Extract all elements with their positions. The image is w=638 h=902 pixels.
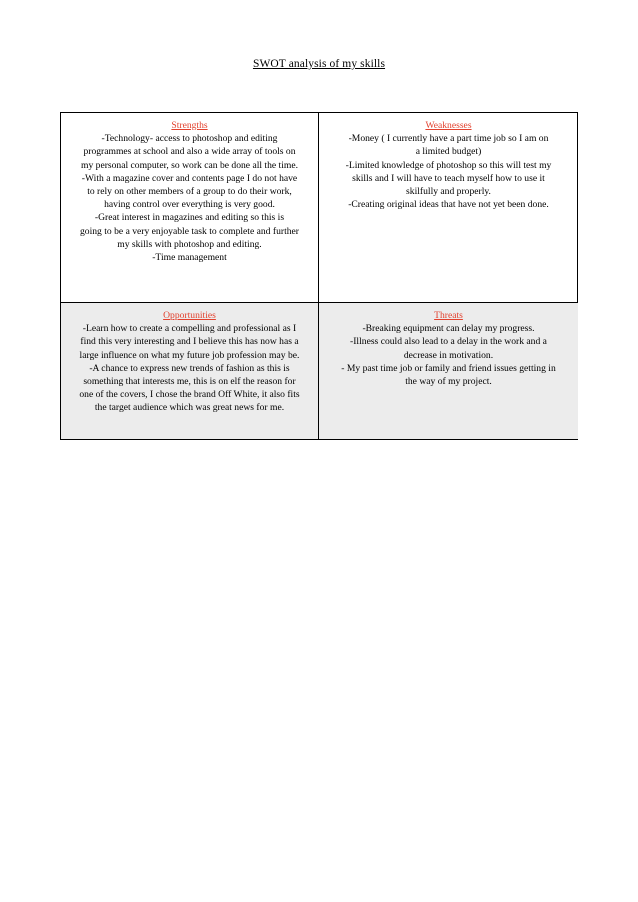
threats-heading: Threats: [434, 310, 463, 321]
threats-cell: [319, 303, 578, 439]
threats-line: the way of my project.: [405, 376, 492, 388]
weaknesses-line: -Limited knowledge of photoshop so this will test my: [345, 159, 552, 171]
strengths-line: -Technology- access to photoshop and editing: [101, 133, 278, 145]
strengths-line: programmes at school and also a wide array of tools on: [83, 146, 296, 158]
strengths-line: -Great interest in magazines and editing so this is: [94, 212, 285, 224]
opportunities-line: one of the covers, I chose the brand Off White, it also fits: [79, 389, 300, 401]
strengths-line: my skills with photoshop and editing.: [117, 238, 262, 250]
weaknesses-cell: [319, 113, 578, 303]
weaknesses-line: -Money ( I currently have a part time job so I am on: [348, 133, 549, 145]
threats-line: decrease in motivation.: [403, 349, 494, 361]
strengths-cell: [61, 113, 319, 303]
strengths-line: my personal computer, so work can be done all the time.: [80, 159, 298, 171]
strengths-line: -Time management: [152, 252, 227, 264]
opportunities-line: large influence on what my future job profession may be.: [79, 349, 300, 361]
threats-line: -Breaking equipment can delay my progress.: [362, 323, 535, 335]
weaknesses-line: -Creating original ideas that have not yet been done.: [348, 199, 549, 211]
opportunities-cell: [61, 303, 319, 439]
strengths-line: -With a magazine cover and contents page I do not have: [81, 172, 298, 184]
strengths-line: having control over everything is very good.: [104, 199, 275, 211]
weaknesses-heading: Weaknesses: [425, 120, 472, 131]
opportunities-line: the target audience which was great news for me.: [94, 402, 285, 414]
weaknesses-line: skills and I will have to teach myself how to use it: [352, 172, 545, 184]
opportunities-heading: Opportunities: [163, 310, 216, 321]
threats-line: -Illness could also lead to a delay in the work and a: [350, 336, 547, 348]
strengths-line: to rely on other members of a group to do their work,: [87, 186, 292, 198]
page-title: SWOT analysis of my skills: [252, 58, 386, 70]
opportunities-line: -Learn how to create a compelling and professional as I: [82, 323, 297, 335]
opportunities-line: something that interests me, this is on elf the reason for: [83, 376, 296, 388]
strengths-heading: Strengths: [171, 120, 208, 131]
threats-line: - My past time job or family and friend issues getting in: [341, 362, 556, 374]
weaknesses-line: skilfully and properly.: [406, 186, 491, 198]
opportunities-line: find this very interesting and I believe this has now has a: [80, 336, 299, 348]
strengths-line: going to be a very enjoyable task to complete and further: [80, 225, 299, 237]
opportunities-line: -A chance to express new trends of fashion as this is: [89, 362, 290, 374]
swot-table: [60, 112, 578, 440]
weaknesses-line: a limited budget): [415, 146, 482, 158]
